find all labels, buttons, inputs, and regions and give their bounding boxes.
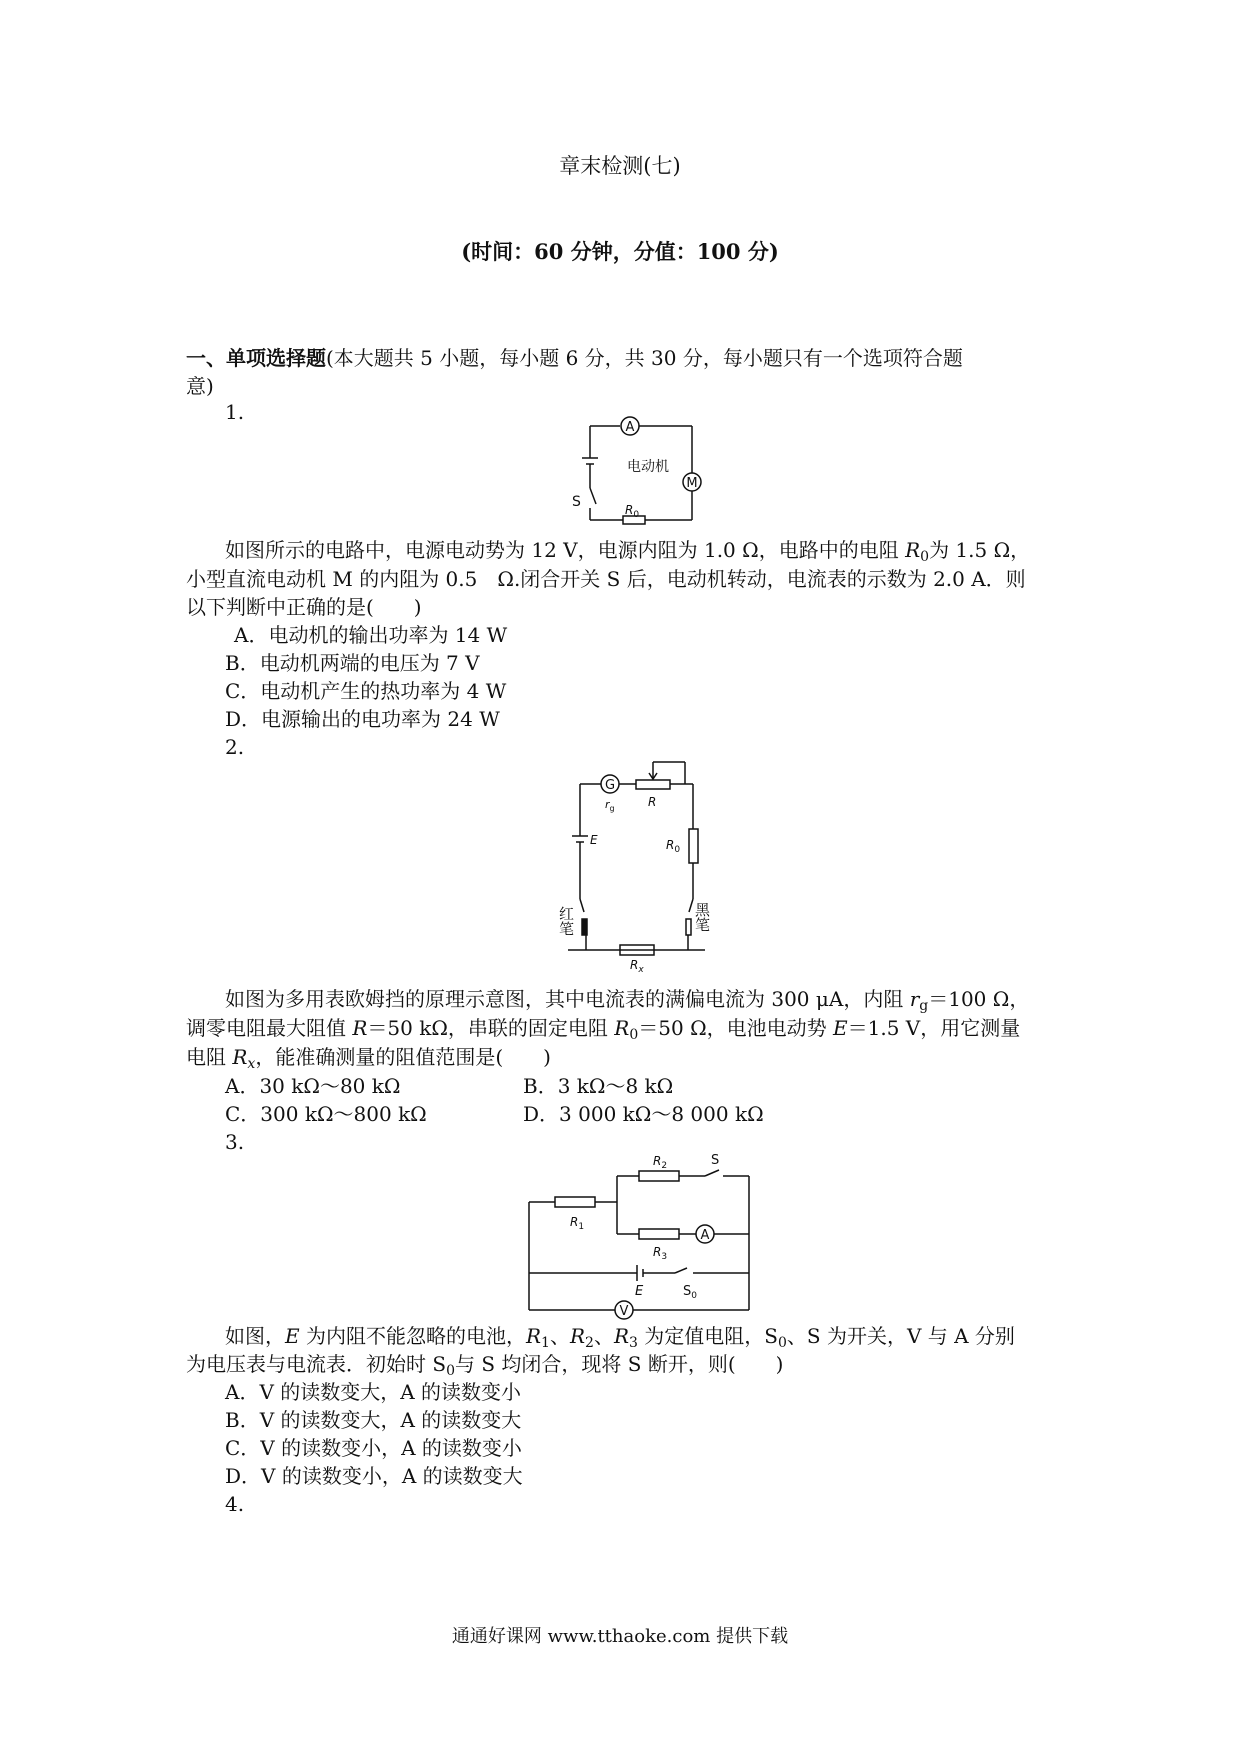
section-heading-cont: 意) bbox=[186, 374, 214, 398]
q2-rg-r: r bbox=[605, 798, 610, 811]
page-title: 章末检测(七) bbox=[559, 154, 681, 178]
q2-stem-text-b: ＝100 Ω， bbox=[928, 987, 1030, 1011]
q1-option-d: D．电源输出的电功率为 24 W bbox=[225, 707, 500, 731]
q3-stem1-a: 如图， bbox=[225, 1324, 285, 1348]
q3-s-label: S bbox=[711, 1153, 720, 1168]
q3-option-a: A．V 的读数变大，A 的读数变小 bbox=[225, 1380, 522, 1404]
q1-stem-sub: 0 bbox=[920, 549, 930, 565]
q3-stem1-s0: 0 bbox=[777, 1335, 787, 1351]
q1-stem-text-b: 为 1.5 Ω， bbox=[929, 538, 1031, 562]
q1-resistor-label bbox=[625, 503, 639, 520]
q1-motor-symbol: M bbox=[686, 476, 698, 491]
q2-rg-label bbox=[605, 798, 615, 813]
q2-red-probe bbox=[582, 919, 587, 935]
q2-number: 2. bbox=[225, 735, 245, 759]
q3-stem2-a: 为电压表与电流表．初始时 S bbox=[186, 1352, 447, 1376]
q3-stem1-s1: 1 bbox=[541, 1335, 550, 1351]
q2-rx-r: R bbox=[630, 958, 639, 972]
q2-stem2-r0: R bbox=[614, 1016, 630, 1040]
q1-stem-line2: 小型直流电动机 M 的内阻为 0.5 Ω.闭合开关 S 后，电动机转动，电流表的示数为 2.0 A．则 bbox=[186, 567, 1026, 591]
page-subtitle: (时间：60 分钟，分值：100 分) bbox=[461, 239, 779, 264]
q2-stem3-a: 电阻 bbox=[186, 1045, 233, 1069]
q3-stem1-e: E bbox=[285, 1324, 300, 1348]
q3-r3-label bbox=[653, 1245, 667, 1262]
q2-stem2-b: ＝50 kΩ，串联的固定电阻 bbox=[367, 1016, 615, 1040]
q1-stem-text-a: 如图所示的电路中，电源电动势为 12 V，电源内阻为 1.0 Ω，电路中的电阻 bbox=[225, 538, 906, 562]
q3-circuit-diagram bbox=[525, 1148, 765, 1320]
q3-number: 3. bbox=[225, 1130, 245, 1154]
q1-option-b: B．电动机两端的电压为 7 V bbox=[225, 651, 480, 675]
q3-voltmeter-label: V bbox=[619, 1304, 629, 1319]
q2-r0-label bbox=[666, 838, 680, 855]
q3-stem1-c: 、 bbox=[549, 1324, 570, 1348]
q3-stem1-r1: R bbox=[525, 1324, 542, 1348]
q2-rg-sub: g bbox=[609, 804, 615, 813]
q3-option-c: C．V 的读数变小，A 的读数变小 bbox=[225, 1436, 522, 1460]
q1-number: 1. bbox=[225, 400, 245, 424]
section-heading-bold: 一、单项选择题 bbox=[186, 346, 326, 370]
q2-option-b: B．3 kΩ～8 kΩ bbox=[523, 1074, 674, 1098]
q3-s0-sub: 0 bbox=[691, 1291, 697, 1301]
q3-stem1-f: 、S 为开关，V 与 A 分别 bbox=[786, 1324, 1015, 1348]
q2-stem3-r: R bbox=[232, 1045, 248, 1069]
q2-stem2-r0-sub: 0 bbox=[629, 1027, 639, 1043]
q2-stem3-b: ，能准确测量的阻值范围是( ) bbox=[255, 1045, 551, 1069]
q3-e-label: E bbox=[635, 1284, 644, 1299]
q2-option-d: D．3 000 kΩ～8 000 kΩ bbox=[523, 1102, 764, 1126]
q3-s0-label bbox=[683, 1284, 697, 1301]
q3-option-b: B．V 的读数变大，A 的读数变大 bbox=[225, 1408, 522, 1432]
q2-black-pen-label: 黑笔 bbox=[693, 902, 711, 932]
q1-resistor-sub: 0 bbox=[633, 510, 640, 520]
q1-ammeter-label: A bbox=[625, 420, 635, 435]
q2-rx-label bbox=[630, 958, 644, 975]
q3-stem1-b: 为内阻不能忽略的电池， bbox=[299, 1324, 526, 1348]
q2-option-a: A．30 kΩ～80 kΩ bbox=[225, 1074, 401, 1098]
q3-stem1-d: 、 bbox=[593, 1324, 614, 1348]
q3-stem1-r2: R bbox=[569, 1324, 586, 1348]
q2-stem-text-a: 如图为多用表欧姆挡的原理示意图，其中电流表的满偏电流为 300 μA，内阻 bbox=[225, 987, 910, 1011]
q3-option-d: D．V 的读数变小，A 的读数变大 bbox=[225, 1464, 523, 1488]
q2-r0-sub: 0 bbox=[674, 845, 681, 855]
page-footer: 通通好课网 www.tthaoke.com 提供下载 bbox=[451, 1626, 789, 1647]
q2-r0-r: R bbox=[666, 838, 675, 852]
q3-stem1-s2: 2 bbox=[585, 1335, 594, 1351]
q4-number: 4. bbox=[225, 1492, 245, 1516]
q2-stem-rg: r bbox=[909, 987, 920, 1011]
q3-r2-r: R bbox=[653, 1154, 662, 1168]
q1-option-a: A．电动机的输出功率为 14 W bbox=[234, 623, 508, 647]
q3-r3-r: R bbox=[653, 1245, 662, 1259]
q2-stem2-a: 调零电阻最大阻值 bbox=[186, 1016, 353, 1040]
q1-stem-r: R bbox=[905, 538, 921, 562]
q2-galv-label: G bbox=[604, 778, 616, 793]
q3-ammeter-label: A bbox=[700, 1228, 710, 1243]
q2-stem3-sub: x bbox=[247, 1056, 256, 1072]
q2-stem2-r: R bbox=[352, 1016, 368, 1040]
section-heading-rest: (本大题共 5 小题，每小题 6 分，共 30 分，每小题只有一个选项符合题 bbox=[326, 346, 963, 370]
q3-r1-sub: 1 bbox=[578, 1222, 585, 1232]
q3-r3-sub: 3 bbox=[661, 1252, 668, 1262]
q3-r1-label bbox=[570, 1215, 584, 1232]
q3-stem2-b: 与 S 均闭合，现将 S 断开，则( ) bbox=[454, 1352, 784, 1376]
q3-s0-s: S bbox=[683, 1284, 692, 1299]
q3-r2-sub: 2 bbox=[661, 1161, 668, 1171]
q2-red-pen-label: 红笔 bbox=[557, 906, 575, 936]
q2-circuit-diagram bbox=[557, 754, 711, 975]
q1-option-c: C．电动机产生的热功率为 4 W bbox=[225, 679, 507, 703]
q1-circuit-diagram bbox=[570, 418, 710, 524]
q2-stem2-e: E bbox=[833, 1016, 848, 1040]
section-heading bbox=[186, 344, 963, 372]
q2-rx-sub: x bbox=[638, 965, 644, 975]
q2-stem-rg-sub: g bbox=[919, 998, 929, 1014]
q3-stem1-r3: R bbox=[613, 1324, 629, 1348]
q3-stem1-e2: 为定值电阻，S bbox=[637, 1324, 778, 1348]
q2-stem2-c: ＝50 Ω，电池电动势 bbox=[638, 1016, 834, 1040]
q1-resistor-r: R bbox=[625, 503, 634, 517]
q3-stem1-s3: 3 bbox=[629, 1335, 638, 1351]
q2-stem2-d: ＝1.5 V，用它测量 bbox=[847, 1016, 1021, 1040]
q1-switch-label: S bbox=[572, 494, 581, 510]
q2-r-label: R bbox=[648, 795, 657, 809]
q3-r1-r: R bbox=[570, 1215, 579, 1229]
q1-motor-label: 电动机 bbox=[627, 459, 669, 475]
q2-e-label: E bbox=[590, 833, 598, 847]
q2-option-c: C．300 kΩ～800 kΩ bbox=[225, 1102, 427, 1126]
q3-stem2-s0: 0 bbox=[446, 1363, 455, 1379]
q1-stem-line3: 以下判断中正确的是( ) bbox=[186, 595, 422, 619]
q3-r2-label bbox=[653, 1154, 667, 1171]
